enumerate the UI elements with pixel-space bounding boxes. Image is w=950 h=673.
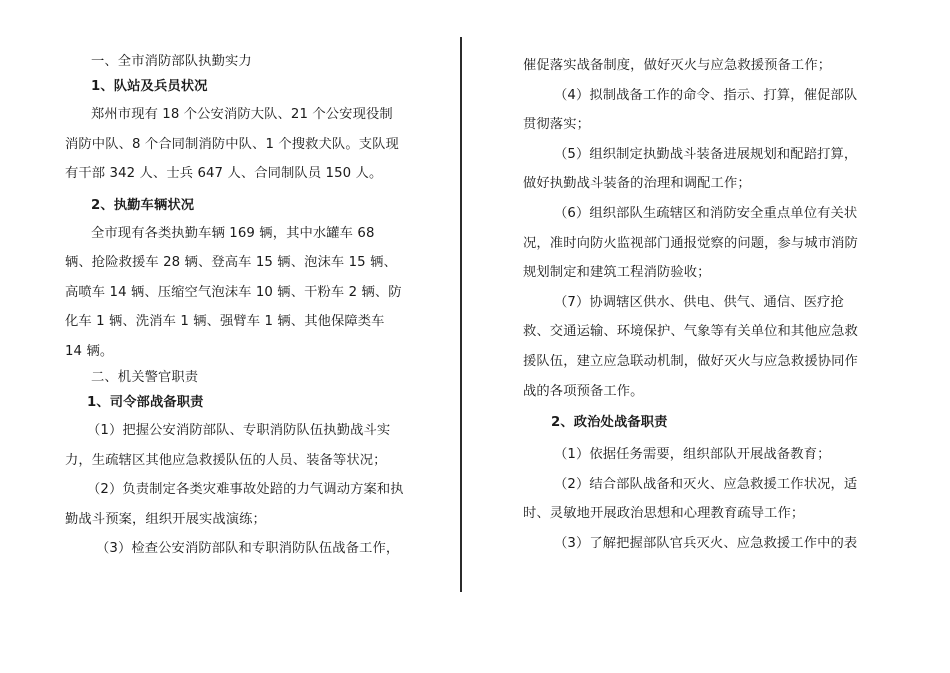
paragraph: （7）协调辖区供水、供电、供气、通信、医疗抢救、交通运输、环境保护、气象等有关单位和其他应急救援队伍，建立应急联动机制，做好灭火与应急救援协同作战的各项预备工作。: [523, 294, 858, 399]
paragraph: （2）负责制定各类灾难事故处踣的力气调动方案和执勤战斗预案，组织开展实战演练；: [65, 482, 404, 527]
paragraph: （1）把握公安消防部队、专职消防队伍执勤战斗实力，生疏辖区其他应急救援队伍的人员、装备等状况；: [65, 423, 391, 468]
subsection-heading: 2、执勤车辆状况: [91, 197, 195, 213]
paragraph: （1）依据任务需要，组织部队开展战备教育；: [554, 447, 831, 463]
paragraph: （2）结合部队战备和灭火、应急救援工作状况，适时、灵敏地开展政治思想和心理教育疏导工作；: [523, 476, 858, 522]
section-heading: 一、全市消防部队执勤实力: [91, 54, 252, 69]
subsection-heading: 2、政治处战备职责: [551, 415, 668, 431]
paragraph: 郑州市现有 18 个公安消防大队、21 个公安现役制消防中队、8 个合同制消防中队、1 个搜救犬队。支队现有干部 342 人、士兵 647 人、合同制队员 150 人。: [65, 107, 399, 181]
subsection-heading: 1、队站及兵员状况: [91, 79, 208, 94]
column-divider: [460, 37, 462, 592]
paragraph: （3）检查公安消防部队和专职消防队伍战备工作，: [96, 541, 400, 556]
left-column: [65, 50, 405, 564]
right-column: [523, 51, 863, 559]
paragraph: （3）了解把握部队官兵灭火、应急救援工作中的表: [554, 535, 858, 551]
paragraph: （4）拟制战备工作的命令、指示、打算，催促部队贯彻落实；: [523, 87, 858, 133]
subsection-heading: 1、司令部战备职责: [87, 395, 204, 410]
paragraph: （5）组织制定执勤战斗装备进展规划和配踣打算，做好执勤战斗装备的治理和调配工作；: [523, 146, 858, 192]
section-heading: 二、机关警官职责: [91, 370, 199, 385]
paragraph: （6）组织部队生疏辖区和消防安全重点单位有关状况，准时向防火监视部门通报觉察的问题，参与城市消防规划制定和建筑工程消防验收；: [523, 205, 858, 281]
paragraph: 全市现有各类执勤车辆 169 辆，其中水罐车 68 辆、抢险救援车 28 辆、登高车 15 辆、泡沫车 15 辆、高喷车 14 辆、压缩空气泡沫车 10 辆、干粉车 2 辆、防化车 1 辆、洗消车 1 辆、强臂车 1 辆、其他保障类车 14 辆。: [65, 225, 402, 359]
paragraph: 催促落实战备制度，做好灭火与应急救援预备工作；: [523, 58, 832, 73]
